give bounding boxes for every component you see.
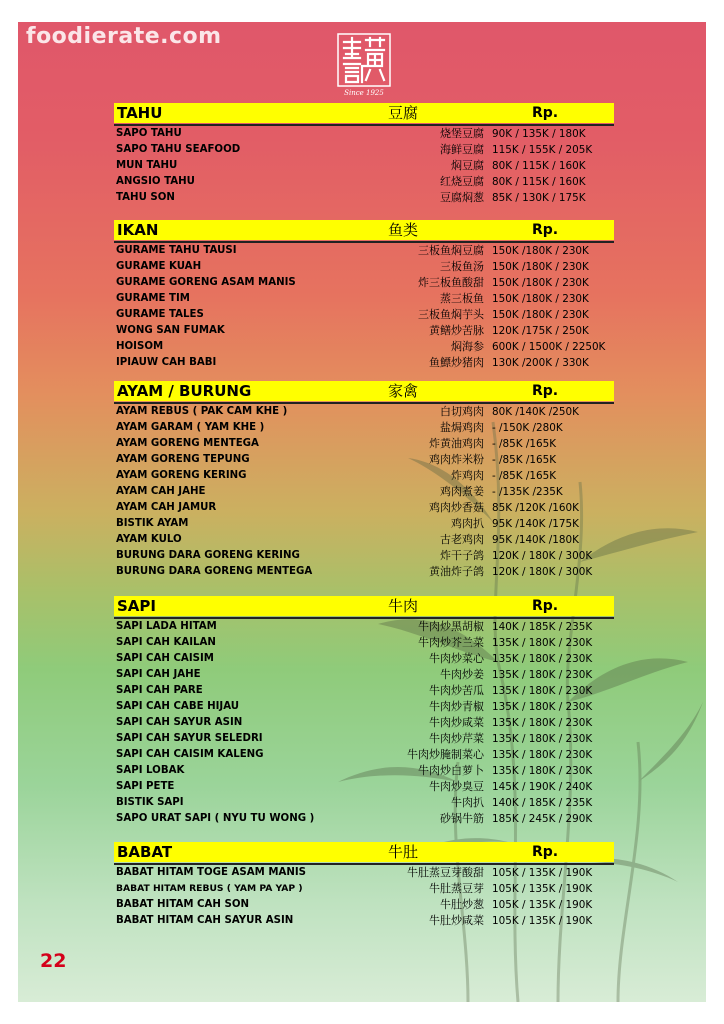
item-price: 140K / 185K / 235K — [492, 621, 593, 633]
item-price: 140K / 185K / 235K — [492, 797, 593, 809]
menu-item — [114, 158, 614, 174]
menu-item — [114, 404, 614, 420]
menu-item — [114, 142, 614, 158]
item-name: MUN TAHU — [116, 160, 178, 171]
item-price: 145K / 190K / 240K — [492, 781, 593, 793]
item-name: HOISOM — [116, 341, 164, 352]
item-name-chinese: 蒸三板鱼 — [440, 292, 484, 305]
item-name-chinese: 三板鱼汤 — [440, 260, 484, 273]
item-name: IPIAUW CAH BABI — [116, 357, 217, 368]
item-name: GURAME KUAH — [116, 261, 202, 272]
menu-item — [114, 881, 614, 897]
item-name: AYAM REBUS ( PAK CAM KHE ) — [116, 406, 288, 417]
menu-item — [114, 243, 614, 259]
item-name: BABAT HITAM CAH SON — [116, 899, 250, 910]
menu-item — [114, 667, 614, 683]
menu-item — [114, 339, 614, 355]
item-name: WONG SAN FUMAK — [116, 325, 225, 336]
item-name-chinese: 炸黄油鸡肉 — [429, 437, 484, 450]
menu-item — [114, 619, 614, 635]
price-header: Rp. — [532, 598, 559, 614]
item-name-chinese: 盐焗鸡肉 — [440, 421, 484, 434]
menu-item — [114, 452, 614, 468]
menu-item — [114, 865, 614, 881]
menu-item — [114, 291, 614, 307]
menu-section — [114, 103, 614, 206]
item-name: SAPO URAT SAPI ( NYU TU WONG ) — [116, 813, 315, 824]
menu-item — [114, 126, 614, 142]
item-name-chinese: 牛肉炒姜 — [440, 668, 484, 681]
item-name: BABAT HITAM CAH SAYUR ASIN — [116, 915, 294, 926]
menu-item — [114, 897, 614, 913]
menu-item — [114, 484, 614, 500]
section-title: BABAT — [117, 843, 173, 861]
item-price: 105K / 135K / 190K — [492, 899, 593, 911]
item-name-chinese: 鸡肉煮姜 — [440, 485, 484, 498]
item-name: GURAME TAHU TAUSI — [116, 245, 237, 256]
item-name: BABAT HITAM REBUS ( YAM PA YAP ) — [116, 883, 303, 894]
section-title: SAPI — [117, 597, 156, 615]
item-price: 150K /180K / 230K — [492, 245, 589, 257]
menu-item — [114, 635, 614, 651]
item-name: AYAM CAH JAMUR — [116, 502, 217, 513]
item-price: - /85K /165K — [492, 438, 557, 450]
item-name: AYAM GORENG TEPUNG — [116, 454, 250, 465]
item-name: AYAM GARAM ( YAM KHE ) — [116, 422, 265, 433]
section-title-chinese: 豆腐 — [388, 104, 419, 122]
item-name-chinese: 鸡肉炒香菇 — [429, 501, 484, 514]
price-header: Rp. — [532, 222, 559, 238]
item-name: SAPO TAHU SEAFOOD — [116, 144, 241, 155]
item-price: 135K / 180K / 230K — [492, 669, 593, 681]
menu-item — [114, 323, 614, 339]
menu-item — [114, 564, 614, 580]
item-name-chinese: 牛肉炒苦瓜 — [429, 684, 484, 697]
section-header — [114, 220, 614, 240]
item-price: - /85K /165K — [492, 454, 557, 466]
item-name: GURAME GORENG ASAM MANIS — [116, 277, 296, 288]
item-name: BURUNG DARA GORENG MENTEGA — [116, 566, 313, 577]
item-name: SAPO TAHU — [116, 128, 182, 139]
menu-item — [114, 420, 614, 436]
section-title: AYAM / BURUNG — [117, 382, 252, 400]
item-price: 185K / 245K / 290K — [492, 813, 593, 825]
item-price: 80K / 115K / 160K — [492, 176, 586, 188]
item-price: - /150K /280K — [492, 422, 563, 434]
item-name: AYAM KULO — [116, 534, 182, 545]
menu-item — [114, 795, 614, 811]
item-name: SAPI CAH SAYUR SELEDRI — [116, 733, 263, 744]
menu-item — [114, 436, 614, 452]
item-name: SAPI CAH SAYUR ASIN — [116, 717, 243, 728]
section-title: TAHU — [117, 104, 163, 122]
item-price: 150K /180K / 230K — [492, 293, 589, 305]
item-name: TAHU SON — [116, 192, 175, 203]
item-name-chinese: 炸三板鱼酸甜 — [418, 276, 484, 289]
item-price: 135K / 180K / 230K — [492, 701, 593, 713]
menu-item — [114, 532, 614, 548]
item-name-chinese: 炸干子鸽 — [440, 549, 484, 562]
item-name: SAPI LADA HITAM — [116, 621, 217, 632]
item-name-chinese: 牛肚蒸豆芽 — [429, 882, 484, 895]
menu-item — [114, 731, 614, 747]
item-name-chinese: 鱼鰾炒猪肉 — [429, 356, 484, 369]
item-price: 135K / 180K / 230K — [492, 749, 593, 761]
item-name: SAPI PETE — [116, 781, 175, 792]
item-name-chinese: 黄油炸子鸽 — [429, 565, 484, 578]
item-name-chinese: 三板鱼焖豆腐 — [418, 244, 484, 257]
item-name-chinese: 牛肚炒咸菜 — [429, 914, 484, 927]
item-name-chinese: 三板鱼焖芋头 — [418, 308, 484, 321]
menu-item — [114, 699, 614, 715]
item-price: 120K /175K / 250K — [492, 325, 589, 337]
menu-item — [114, 516, 614, 532]
item-name: SAPI CAH CAISIM — [116, 653, 214, 664]
item-price: 90K / 135K / 180K — [492, 128, 586, 140]
item-name-chinese: 牛肚蒸豆芽酸甜 — [407, 866, 484, 879]
item-name-chinese: 牛肉炒咸菜 — [429, 716, 484, 729]
menu-item — [114, 913, 614, 929]
menu-item — [114, 259, 614, 275]
item-name-chinese: 焖海参 — [451, 340, 484, 353]
item-name-chinese: 牛肉炒臭豆 — [429, 780, 484, 793]
item-name: BISTIK SAPI — [116, 797, 184, 808]
menu-item — [114, 190, 614, 206]
item-name-chinese: 牛肉炒白萝卜 — [418, 764, 484, 777]
item-price: 135K / 180K / 230K — [492, 765, 593, 777]
item-name: SAPI CAH CAISIM KALENG — [116, 749, 264, 760]
item-name: SAPI CAH KAILAN — [116, 637, 216, 648]
item-name-chinese: 牛肉炒腌制菜心 — [407, 748, 484, 761]
item-price: 95K /140K /175K — [492, 518, 579, 530]
menu-item — [114, 500, 614, 516]
menu-item — [114, 747, 614, 763]
item-name-chinese: 牛肉炒芥兰菜 — [418, 636, 484, 649]
item-price: 135K / 180K / 230K — [492, 717, 593, 729]
section-title-chinese: 鱼类 — [388, 221, 419, 239]
item-price: 130K /200K / 330K — [492, 357, 589, 369]
item-price: 135K / 180K / 230K — [492, 653, 593, 665]
item-name: SAPI CAH JAHE — [116, 669, 201, 680]
item-price: 150K /180K / 230K — [492, 309, 589, 321]
item-name: BURUNG DARA GORENG KERING — [116, 550, 300, 561]
menu-item — [114, 307, 614, 323]
menu-item — [114, 779, 614, 795]
item-name: AYAM GORENG MENTEGA — [116, 438, 259, 449]
item-price: 135K / 180K / 230K — [492, 685, 593, 697]
item-price: 80K /140K /250K — [492, 406, 579, 418]
item-name-chinese: 海鲜豆腐 — [440, 143, 484, 156]
item-price: - /85K /165K — [492, 470, 557, 482]
item-price: - /135K /235K — [492, 486, 563, 498]
menu-section — [114, 381, 614, 580]
item-name-chinese: 牛肉炒芹菜 — [429, 732, 484, 745]
item-name-chinese: 牛肚炒葱 — [440, 898, 484, 911]
section-header — [114, 103, 614, 123]
item-name-chinese: 鸡肉炸米粉 — [429, 453, 484, 466]
item-name-chinese: 牛肉扒 — [451, 796, 484, 809]
menu-item — [114, 683, 614, 699]
item-name-chinese: 砂锅牛筋 — [440, 812, 484, 825]
since-label: Since 1925 — [344, 89, 384, 97]
menu-item — [114, 811, 614, 827]
menu-item — [114, 763, 614, 779]
item-price: 150K /180K / 230K — [492, 261, 589, 273]
item-price: 115K / 155K / 205K — [492, 144, 593, 156]
section-title-chinese: 牛肉 — [388, 597, 419, 615]
menu-section — [114, 220, 614, 371]
item-name-chinese: 牛肉炒青椒 — [429, 700, 484, 713]
item-name-chinese: 豆腐焖葱 — [440, 191, 484, 204]
item-price: 600K / 1500K / 2250K — [492, 341, 606, 353]
item-name: GURAME TALES — [116, 309, 204, 320]
item-name: ANGSIO TAHU — [116, 176, 195, 187]
item-name-chinese: 牛肉炒黑胡椒 — [418, 620, 484, 633]
price-header: Rp. — [532, 383, 559, 399]
menu-item — [114, 548, 614, 564]
item-name-chinese: 牛肉炒菜心 — [429, 652, 484, 665]
item-name: SAPI CAH CABE HIJAU — [116, 701, 240, 712]
menu-section — [114, 842, 614, 929]
item-name-chinese: 白切鸡肉 — [440, 405, 484, 418]
section-title-chinese: 牛肚 — [388, 843, 419, 861]
section-header — [114, 381, 614, 401]
item-price: 80K / 115K / 160K — [492, 160, 586, 172]
section-title: IKAN — [117, 221, 159, 239]
menu-item — [114, 715, 614, 731]
menu-item — [114, 355, 614, 371]
page-number: 22 — [40, 950, 67, 972]
item-name: AYAM GORENG KERING — [116, 470, 247, 481]
item-name-chinese: 黄鳝炒苦脉 — [429, 324, 484, 337]
menu-item — [114, 275, 614, 291]
section-header — [114, 596, 614, 616]
item-name-chinese: 烧堡豆腐 — [440, 127, 484, 140]
menu-item — [114, 651, 614, 667]
item-name: GURAME TIM — [116, 293, 190, 304]
item-price: 135K / 180K / 230K — [492, 637, 593, 649]
item-name: BISTIK AYAM — [116, 518, 189, 529]
menu-item — [114, 174, 614, 190]
price-header: Rp. — [532, 844, 559, 860]
item-price: 85K / 130K / 175K — [492, 192, 586, 204]
item-price: 120K / 180K / 300K — [492, 566, 593, 578]
item-name: AYAM CAH JAHE — [116, 486, 206, 497]
item-price: 105K / 135K / 190K — [492, 867, 593, 879]
item-price: 135K / 180K / 230K — [492, 733, 593, 745]
price-header: Rp. — [532, 105, 559, 121]
item-name-chinese: 炸鸡肉 — [451, 469, 484, 482]
menu-item — [114, 468, 614, 484]
section-title-chinese: 家禽 — [388, 382, 419, 400]
item-name: BABAT HITAM TOGE ASAM MANIS — [116, 867, 306, 878]
restaurant-logo — [336, 32, 392, 88]
item-name: SAPI CAH PARE — [116, 685, 203, 696]
section-header — [114, 842, 614, 862]
item-price: 105K / 135K / 190K — [492, 883, 593, 895]
item-name-chinese: 焖豆腐 — [451, 159, 484, 172]
item-price: 120K / 180K / 300K — [492, 550, 593, 562]
item-name-chinese: 鸡肉扒 — [451, 517, 484, 530]
item-price: 150K /180K / 230K — [492, 277, 589, 289]
item-price: 85K /120K /160K — [492, 502, 579, 514]
menu-section — [114, 596, 614, 827]
item-name-chinese: 红烧豆腐 — [440, 175, 484, 188]
item-name-chinese: 古老鸡肉 — [440, 533, 484, 546]
item-name: SAPI LOBAK — [116, 765, 185, 776]
item-price: 105K / 135K / 190K — [492, 915, 593, 927]
item-price: 95K /140K /180K — [492, 534, 579, 546]
watermark: foodierate.com — [26, 24, 222, 49]
